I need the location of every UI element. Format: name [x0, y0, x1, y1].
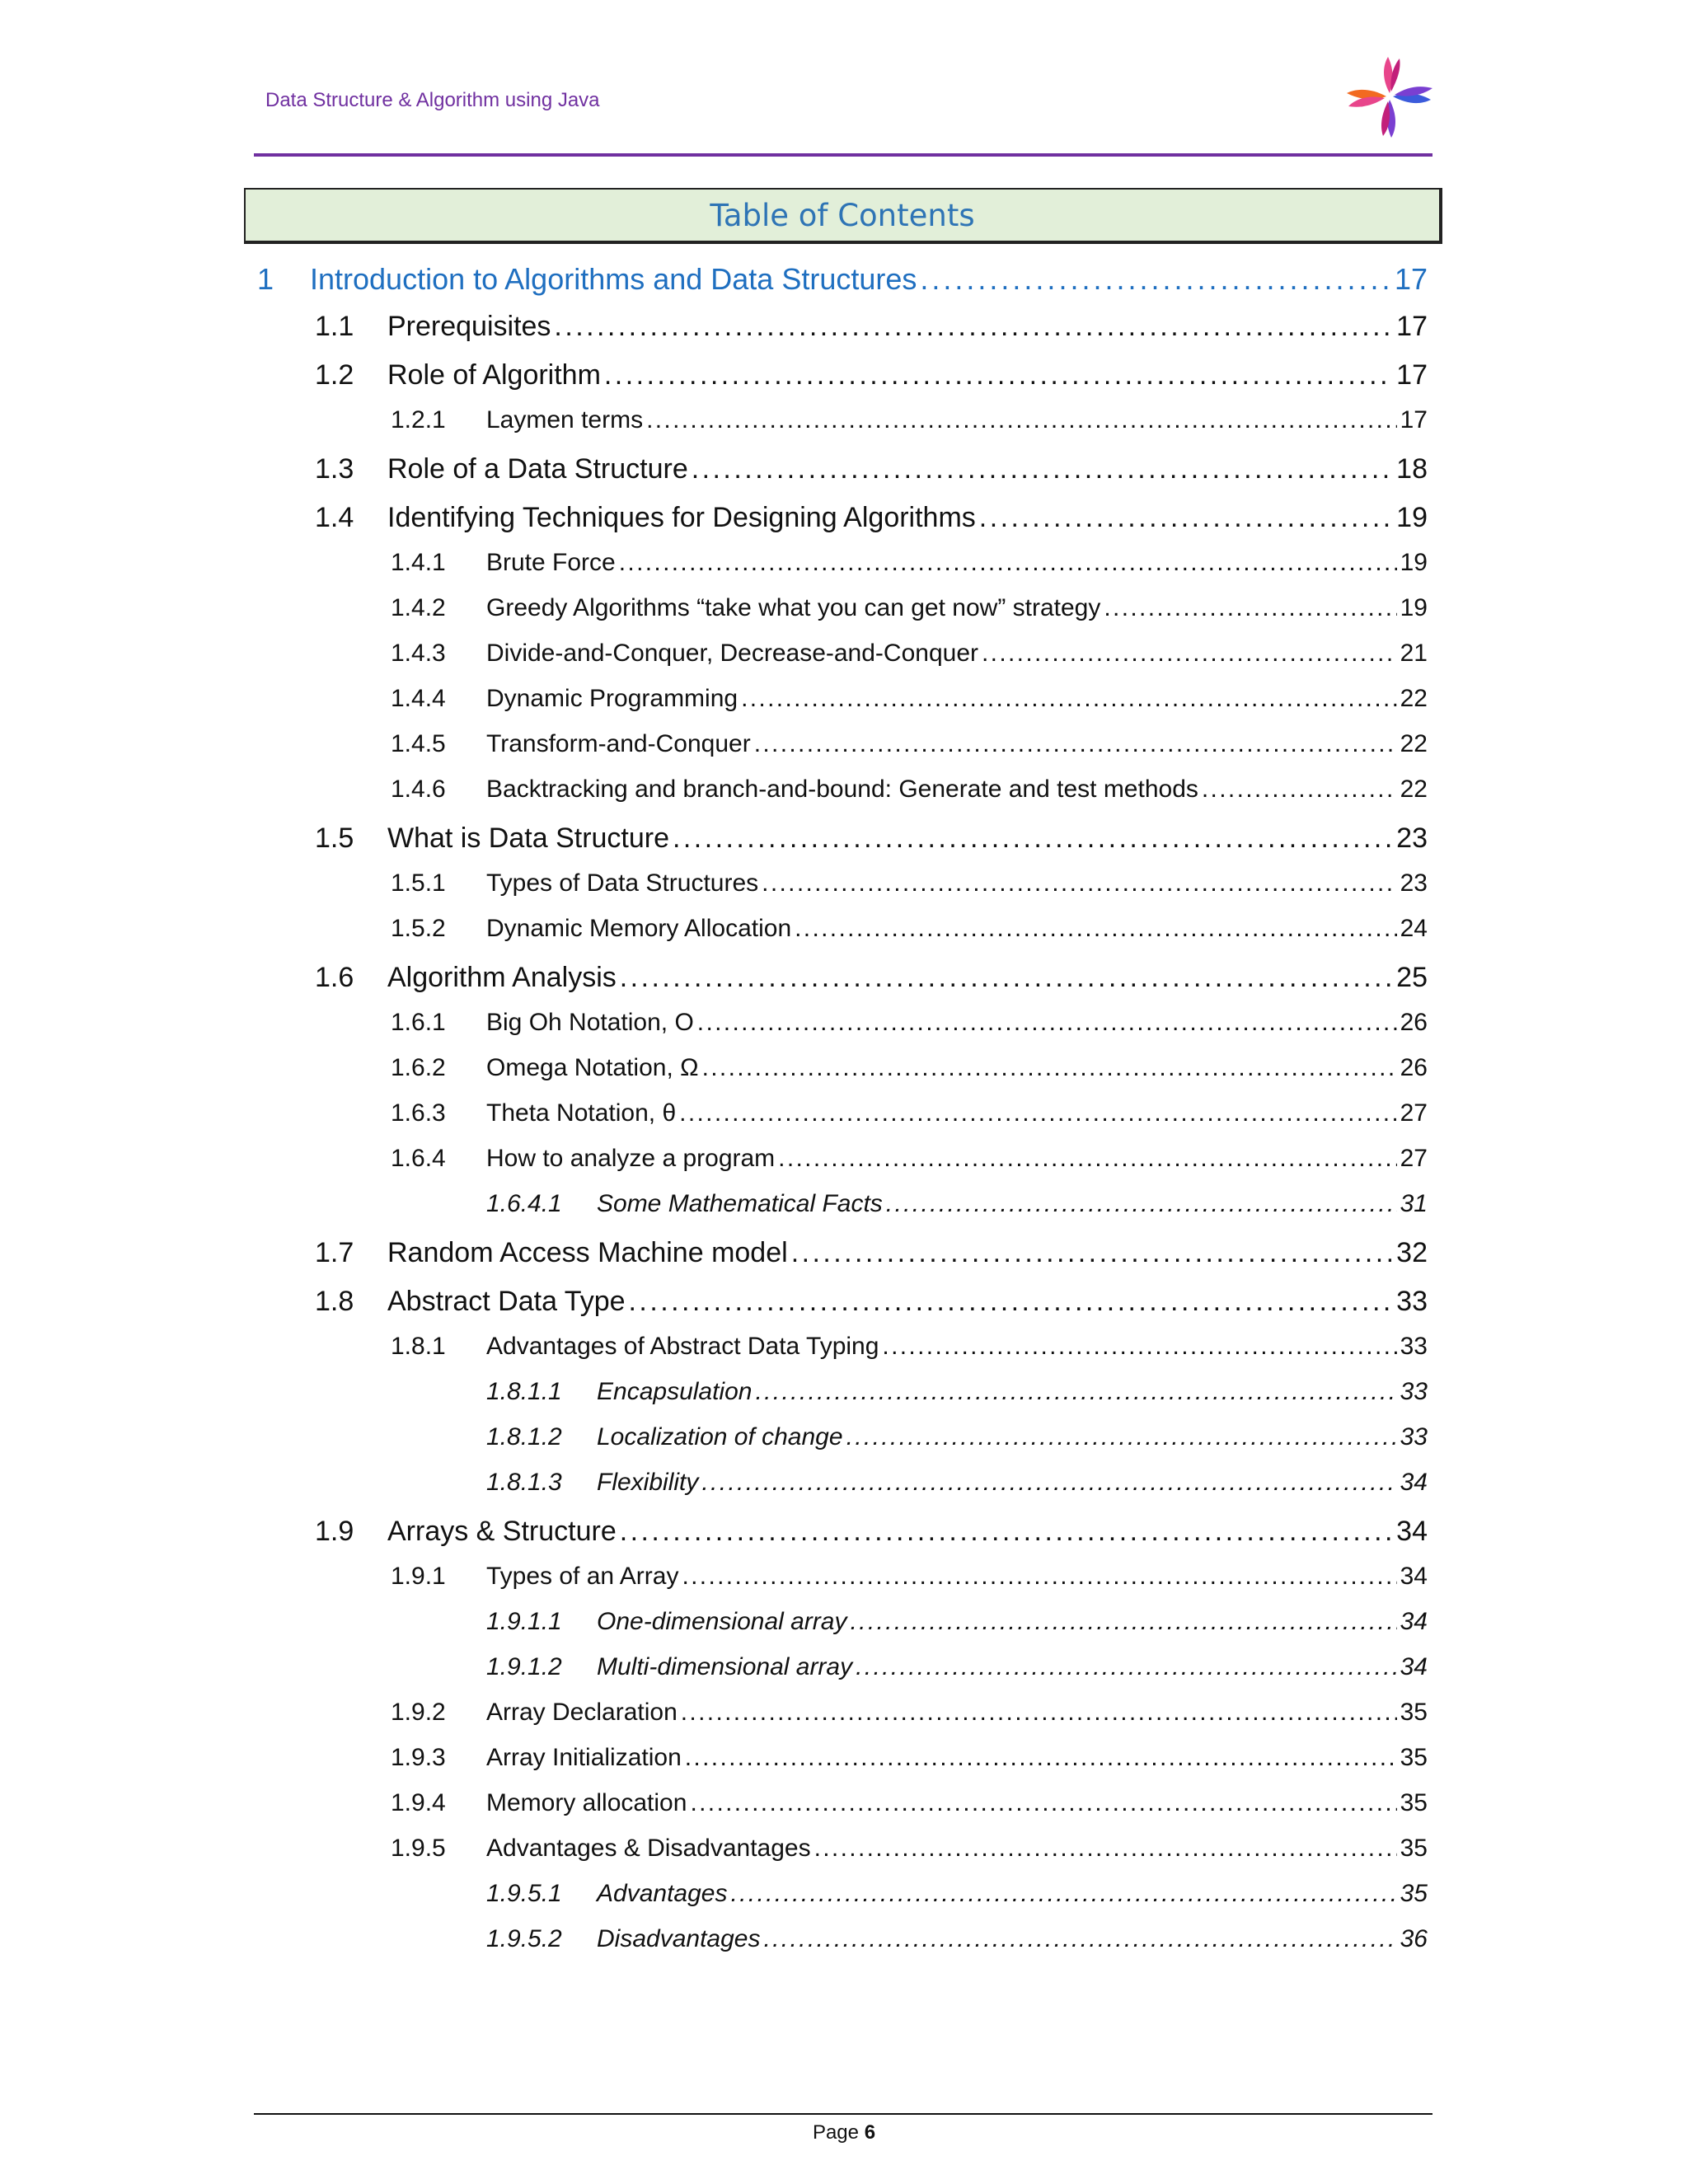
toc-entry-number: 1.6 [315, 962, 354, 993]
toc-entry-number: 1.9.1.1 [486, 1608, 562, 1635]
toc-entry-title: Introduction to Algorithms and Data Structures [310, 262, 917, 296]
toc-entry-page: 36 [1400, 1925, 1428, 1952]
toc-entry-number: 1.6.1 [391, 1009, 446, 1036]
toc-entry-number: 1.1 [315, 311, 354, 342]
toc-dot-leader [982, 640, 1397, 668]
toc-entry-1-6-3[interactable] [391, 1099, 1428, 1132]
toc-entry-1-5-1[interactable] [391, 869, 1428, 902]
toc-entry-title: Advantages [597, 1880, 728, 1907]
toc-heading: Table of Contents [710, 197, 975, 233]
toc-entry-1-6-2[interactable] [391, 1054, 1428, 1087]
toc-dot-leader [762, 869, 1396, 898]
toc-entry-page: 35 [1400, 1789, 1428, 1816]
toc-entry-title: Theta Notation, θ [486, 1099, 677, 1127]
toc-entry-title: Flexibility [597, 1469, 699, 1496]
toc-entry-page: 23 [1396, 823, 1428, 854]
toc-entry-page: 22 [1400, 730, 1428, 757]
toc-entry-page: 34 [1400, 1469, 1428, 1496]
toc-entry-1-8[interactable] [315, 1286, 1428, 1322]
toc-entry-number: 1.8.1.2 [486, 1423, 562, 1451]
toc-entry-number: 1 [257, 262, 274, 296]
toc-entry-1-4-1[interactable] [391, 549, 1428, 582]
toc-dot-leader [814, 1835, 1397, 1863]
toc-entry-page: 22 [1400, 776, 1428, 803]
header-divider [254, 153, 1432, 157]
toc-entry-title: Advantages & Disadvantages [486, 1835, 811, 1862]
toc-entry-page: 34 [1400, 1653, 1428, 1680]
toc-dot-leader [850, 1608, 1396, 1636]
toc-entry-title: Divide-and-Conquer, Decrease-and-Conquer [486, 640, 978, 667]
toc-entry-1-4[interactable] [315, 502, 1428, 538]
toc-entry-page: 17 [1400, 406, 1428, 434]
toc-dot-leader [979, 502, 1393, 534]
toc-entry-page: 21 [1400, 640, 1428, 667]
toc-entry-title: One-dimensional array [597, 1608, 847, 1635]
toc-entry-title: Dynamic Programming [486, 685, 738, 712]
toc-entry-title: Role of Algorithm [387, 359, 601, 391]
toc-entry-number: 1.5.2 [391, 915, 446, 942]
toc-entry-1-9-5[interactable] [391, 1835, 1428, 1868]
toc-entry-1-9-1-2[interactable] [486, 1653, 1428, 1686]
toc-entry-page: 17 [1396, 359, 1428, 391]
toc-dot-leader [619, 549, 1397, 577]
toc-entry-number: 1.8 [315, 1286, 354, 1317]
toc-dot-leader [604, 359, 1393, 391]
toc-entry-1-6-4-1[interactable] [486, 1190, 1428, 1223]
toc-dot-leader [554, 311, 1393, 343]
toc-entry-title: What is Data Structure [387, 823, 670, 854]
toc-entry-1-5-2[interactable] [391, 915, 1428, 948]
toc-entry-title: Laymen terms [486, 406, 644, 434]
toc-entry-number: 1.3 [315, 453, 354, 485]
toc-entry-1-9-4[interactable] [391, 1789, 1428, 1822]
toc-entry-1-4-3[interactable] [391, 640, 1428, 673]
toc-entry-number: 1.2.1 [391, 406, 446, 434]
toc-entry-title: Backtracking and branch-and-bound: Generate and test methods [486, 776, 1198, 803]
toc-heading-box [244, 188, 1442, 244]
toc-entry-1-3[interactable] [315, 453, 1428, 490]
pinwheel-logo-icon [1342, 51, 1437, 142]
toc-entry-number: 1.4 [315, 502, 354, 533]
toc-entry-1-2-1[interactable] [391, 406, 1428, 439]
toc-dot-leader [886, 1190, 1397, 1218]
toc-entry-page: 27 [1400, 1145, 1428, 1172]
toc-entry-1-1[interactable] [315, 311, 1428, 347]
toc-entry-number: 1.9.5.1 [486, 1880, 562, 1907]
toc-entry-page: 31 [1400, 1190, 1428, 1217]
toc-entry-page: 34 [1400, 1563, 1428, 1590]
toc-entry-1-5[interactable] [315, 823, 1428, 859]
toc-entry-1-6-4[interactable] [391, 1145, 1428, 1178]
toc-entry-1-6[interactable] [315, 962, 1428, 998]
toc-entry-number: 1.4.4 [391, 685, 446, 712]
toc-dot-leader [620, 1516, 1393, 1548]
toc-entry-1-9-5-1[interactable] [486, 1880, 1428, 1913]
toc-entry-page: 18 [1396, 453, 1428, 485]
toc-entry-1-2[interactable] [315, 359, 1428, 396]
toc-entry-number: 1.9.3 [391, 1744, 446, 1771]
toc-entry-title: Prerequisites [387, 311, 551, 342]
toc-dot-leader [682, 1563, 1396, 1591]
toc-dot-leader [692, 453, 1393, 485]
toc-entry-number: 1.8.1 [391, 1333, 446, 1360]
toc-entry-page: 33 [1400, 1378, 1428, 1405]
toc-entry-1-7[interactable] [315, 1237, 1428, 1273]
toc-entry-1-9-5-2[interactable] [486, 1925, 1428, 1958]
toc-entry-number: 1.9.2 [391, 1699, 446, 1726]
toc-entry-number: 1.4.5 [391, 730, 446, 757]
toc-entry-1-9-3[interactable] [391, 1744, 1428, 1777]
toc-dot-leader [778, 1145, 1396, 1173]
toc-entry-page: 24 [1400, 915, 1428, 942]
toc-entry-1[interactable] [257, 262, 1428, 300]
toc-entry-page: 26 [1400, 1009, 1428, 1036]
toc-entry-1-4-2[interactable] [391, 594, 1428, 627]
toc-entry-title: Dynamic Memory Allocation [486, 915, 792, 942]
toc-entry-number: 1.4.1 [391, 549, 446, 576]
toc-dot-leader [685, 1744, 1397, 1772]
toc-entry-title: Advantages of Abstract Data Typing [486, 1333, 879, 1360]
toc-entry-page: 34 [1396, 1516, 1428, 1547]
toc-dot-leader [920, 262, 1391, 297]
toc-entry-1-9-1-1[interactable] [486, 1608, 1428, 1641]
toc-dot-leader [1202, 776, 1397, 804]
running-header: Data Structure & Algorithm using Java [265, 89, 600, 111]
toc-entry-number: 1.9.5.2 [486, 1925, 562, 1952]
toc-entry-title: How to analyze a program [486, 1145, 776, 1172]
toc-entry-1-8-1[interactable] [391, 1333, 1428, 1366]
toc-dot-leader [730, 1880, 1396, 1908]
toc-entry-title: Arrays & Structure [387, 1516, 617, 1547]
toc-entry-title: Big Oh Notation, O [486, 1009, 694, 1036]
toc-entry-number: 1.5.1 [391, 869, 446, 897]
toc-dot-leader [846, 1423, 1397, 1451]
toc-entry-number: 1.8.1.3 [486, 1469, 562, 1496]
toc-entry-number: 1.5 [315, 823, 354, 854]
toc-entry-number: 1.6.2 [391, 1054, 446, 1081]
toc-entry-page: 19 [1400, 594, 1428, 621]
toc-dot-leader [620, 962, 1393, 994]
footer-divider [254, 2113, 1432, 2115]
toc-entry-number: 1.9.4 [391, 1789, 446, 1816]
toc-dot-leader [763, 1925, 1396, 1953]
toc-entry-1-8-1-3[interactable] [486, 1469, 1428, 1502]
toc-entry-number: 1.4.3 [391, 640, 446, 667]
toc-entry-page: 35 [1400, 1880, 1428, 1907]
toc-entry-page: 32 [1396, 1237, 1428, 1268]
toc-entry-page: 23 [1400, 869, 1428, 897]
toc-entry-number: 1.9.1.2 [486, 1653, 562, 1680]
toc-entry-title: Algorithm Analysis [387, 962, 617, 993]
toc-entry-number: 1.4.6 [391, 776, 446, 803]
toc-dot-leader [795, 915, 1397, 943]
toc-entry-title: Types of Data Structures [486, 869, 759, 897]
toc-entry-title: Array Declaration [486, 1699, 678, 1726]
toc-entry-title: Array Initialization [486, 1744, 682, 1771]
toc-entry-title: Greedy Algorithms “take what you can get now” strategy [486, 594, 1101, 621]
page-label: Page [812, 2121, 860, 2144]
toc-entry-page: 27 [1400, 1099, 1428, 1127]
toc-entry-1-9-1[interactable] [391, 1563, 1428, 1596]
toc-dot-leader [702, 1054, 1397, 1082]
toc-entry-page: 19 [1396, 502, 1428, 533]
toc-entry-1-6-1[interactable] [391, 1009, 1428, 1042]
toc-entry-number: 1.2 [315, 359, 354, 391]
toc-entry-title: Identifying Techniques for Designing Algorithms [387, 502, 976, 533]
toc-dot-leader [791, 1237, 1393, 1269]
toc-entry-page: 33 [1400, 1423, 1428, 1451]
toc-entry-number: 1.4.2 [391, 594, 446, 621]
toc-entry-number: 1.9.1 [391, 1563, 446, 1590]
toc-dot-leader [882, 1333, 1396, 1361]
toc-entry-title: Transform-and-Conquer [486, 730, 751, 757]
toc-entry-1-9-2[interactable] [391, 1699, 1428, 1732]
toc-entry-number: 1.6.4 [391, 1145, 446, 1172]
page-number: 6 [864, 2121, 876, 2144]
toc-entry-number: 1.8.1.1 [486, 1378, 562, 1405]
toc-entry-1-8-1-2[interactable] [486, 1423, 1428, 1456]
toc-entry-page: 35 [1400, 1744, 1428, 1771]
toc-dot-leader [754, 730, 1397, 758]
toc-dot-leader [856, 1653, 1397, 1681]
toc-entry-title: Random Access Machine model [387, 1237, 788, 1268]
toc-entry-page: 26 [1400, 1054, 1428, 1081]
toc-entry-1-4-5[interactable] [391, 730, 1428, 763]
toc-dot-leader [701, 1469, 1396, 1497]
toc-entry-title: Multi-dimensional array [597, 1653, 853, 1680]
toc-dot-leader [1104, 594, 1396, 622]
toc-dot-leader [646, 406, 1397, 434]
toc-dot-leader [690, 1789, 1396, 1817]
toc-entry-number: 1.9 [315, 1516, 354, 1547]
toc-entry-title: Some Mathematical Facts [597, 1190, 883, 1217]
toc-entry-1-8-1-1[interactable] [486, 1378, 1428, 1411]
toc-entry-1-4-4[interactable] [391, 685, 1428, 718]
toc-entry-1-9[interactable] [315, 1516, 1428, 1552]
toc-entry-title: Memory allocation [486, 1789, 687, 1816]
toc-dot-leader [629, 1286, 1394, 1318]
toc-entry-page: 35 [1400, 1699, 1428, 1726]
toc-entry-title: Brute Force [486, 549, 616, 576]
toc-entry-title: Abstract Data Type [387, 1286, 626, 1317]
toc-entry-page: 33 [1396, 1286, 1428, 1317]
page-footer [0, 2121, 1688, 2144]
toc-entry-title: Role of a Data Structure [387, 453, 688, 485]
toc-entry-page: 17 [1396, 311, 1428, 342]
toc-entry-number: 1.6.4.1 [486, 1190, 562, 1217]
toc-entry-title: Disadvantages [597, 1925, 761, 1952]
toc-entry-page: 22 [1400, 685, 1428, 712]
toc-entry-1-4-6[interactable] [391, 776, 1428, 808]
toc-dot-leader [673, 823, 1393, 855]
toc-entry-page: 33 [1400, 1333, 1428, 1360]
toc-dot-leader [679, 1099, 1396, 1127]
toc-entry-number: 1.9.5 [391, 1835, 446, 1862]
toc-entry-title: Types of an Array [486, 1563, 679, 1590]
toc-entry-number: 1.7 [315, 1237, 354, 1268]
toc-dot-leader [681, 1699, 1397, 1727]
toc-entry-title: Omega Notation, Ω [486, 1054, 699, 1081]
toc-entry-page: 34 [1400, 1608, 1428, 1635]
toc-entry-title: Encapsulation [597, 1378, 753, 1405]
toc-dot-leader [697, 1009, 1397, 1037]
toc-entry-page: 35 [1400, 1835, 1428, 1862]
toc-dot-leader [755, 1378, 1396, 1406]
toc-entry-number: 1.6.3 [391, 1099, 446, 1127]
toc-entry-page: 19 [1400, 549, 1428, 576]
toc-entry-page: 25 [1396, 962, 1428, 993]
toc-dot-leader [741, 685, 1397, 713]
toc-entry-page: 17 [1394, 262, 1428, 296]
toc-entry-title: Localization of change [597, 1423, 843, 1451]
